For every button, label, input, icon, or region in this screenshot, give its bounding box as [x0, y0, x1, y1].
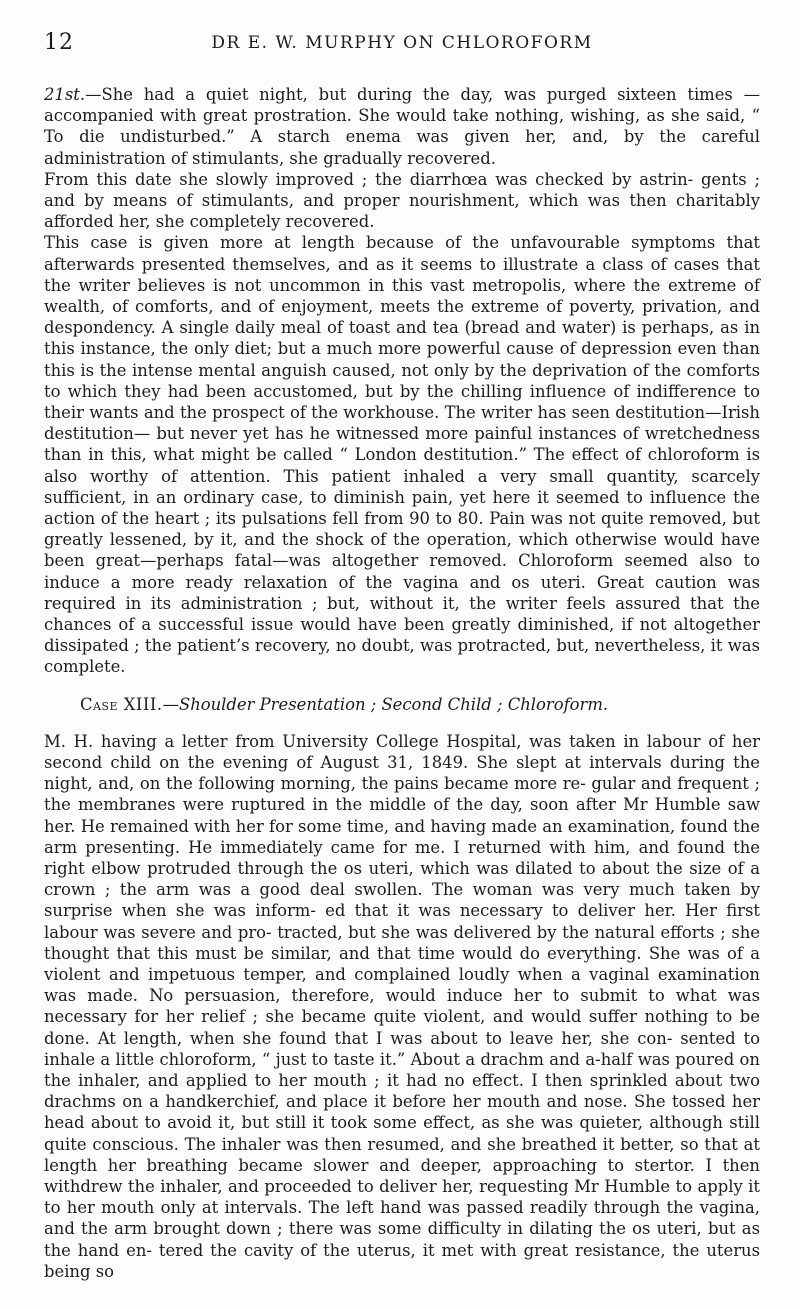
case-label: Case XIII. — [80, 694, 163, 714]
running-title: DR E. W. MURPHY ON CHLOROFORM — [211, 33, 593, 53]
paragraph-21st-text: —She had a quiet night, but during the day, was purged sixteen times —accompanied with great prostration. She would take nothing, wishing, as she said, “ To die undisturbed.” A starch enema was given her, and, by the careful administration of stimulants, she gradually recovered. — [44, 85, 760, 168]
paragraph-improvement: From this date she slowly improved ; the diarrhœa was checked by astrin- gents ; and by means of stimulants, and proper nourishment, which was then charitably afforded her, she completely recovered. — [44, 169, 760, 232]
paragraph-commentary: This case is given more at length because of the unfavourable symptoms that afterwards presented themselves, and as it seems to illustrate a class of cases that the writer believes is not uncommon in this vast metropolis, where the extreme of wealth, of comforts, and of enjoyment, meets the extreme of poverty, privation, and despondency. A single daily meal of toast and tea (bread and water) is perhaps, as in this instance, the only diet; but a much more powerful cause of depression even than this is the intense mental anguish caused, not only by the deprivation of the comforts to which they had been accustomed, but by the chilling influence of indifference to their wants and the prospect of the workhouse. The writer has seen destitution—Irish destitution— but never yet has he witnessed more painful instances of wretchedness than in this, what might be called “ London destitution.” The effect of chloroform is also worthy of attention. This patient inhaled a very small quantity, scarcely sufficient, in an ordinary case, to diminish pain, yet here it seemed to influence the action of the heart ; its pulsations fell from 90 to 80. Pain was not quite removed, but greatly lessened, by it, and the shock of the operation, which otherwise would have been great—perhaps fatal—was altogether removed. Chloroform seemed also to induce a more ready relaxation of the vagina and os uteri. Great caution was required in its administration ; but, without it, the writer feels assured that the chances of a successful issue would have been greatly diminished, if not altogether dissipated ; the patient’s recovery, no doubt, was protracted, but, nevertheless, it was complete. — [44, 233, 760, 677]
book-page — [44, 30, 760, 1282]
case-heading — [80, 694, 760, 715]
page-number: 12 — [44, 30, 74, 55]
running-head — [44, 30, 760, 60]
paragraph-case-xiii: M. H. having a letter from University College Hospital, was taken in labour of her second child on the evening of August 31, 1849. She slept at intervals during the night, and, on the following morning, the pains became more re- gular and frequent ; the membranes were ruptured in the middle of the day, soon after Mr Humble saw her. He remained with her for some time, and having made an examination, found the arm presenting. He immediately came for me. I returned with him, and found the right elbow protruded through the os uteri, which was dilated to about the size of a crown ; the arm was a good deal swollen. The woman was very much taken by surprise when she was inform- ed that it was necessary to deliver her. Her first labour was severe and pro- tracted, but she was delivered by the natural efforts ; she thought that this must be similar, and that time would do everything. She was of a violent and impetuous temper, and complained loudly when a vaginal examination was made. No persuasion, therefore, would induce her to submit to what was necessary for her relief ; she became quite violent, and would suffer nothing to be done. At length, when she found that I was about to leave her, she con- sented to inhale a little chloroform, “ just to taste it.” About a drachm and a-half was poured on the inhaler, and applied to her mouth ; it had no effect. I then sprinkled about two drachms on a handkerchief, and place it before her mouth and nose. She tossed her head about to avoid it, but still it took some effect, as she was quieter, although still quite conscious. The inhaler was then resumed, and she breathed it better, so that at length her breathing became slower and deeper, approaching to stertor. I then withdrew the inhaler, and proceeded to deliver her, requesting Mr Humble to apply it to her mouth only at intervals. The left hand was passed readily through the vagina, and the arm brought down ; there was some difficulty in dilating the os uteri, but as the hand en- tered the cavity of the uterus, it met with great resistance, the uterus being so — [44, 731, 760, 1281]
paragraph-21st — [44, 84, 760, 169]
date-label: 21st. — [44, 85, 86, 104]
case-title: —Shoulder Presentation ; Second Child ; Chloroform. — [162, 694, 609, 714]
